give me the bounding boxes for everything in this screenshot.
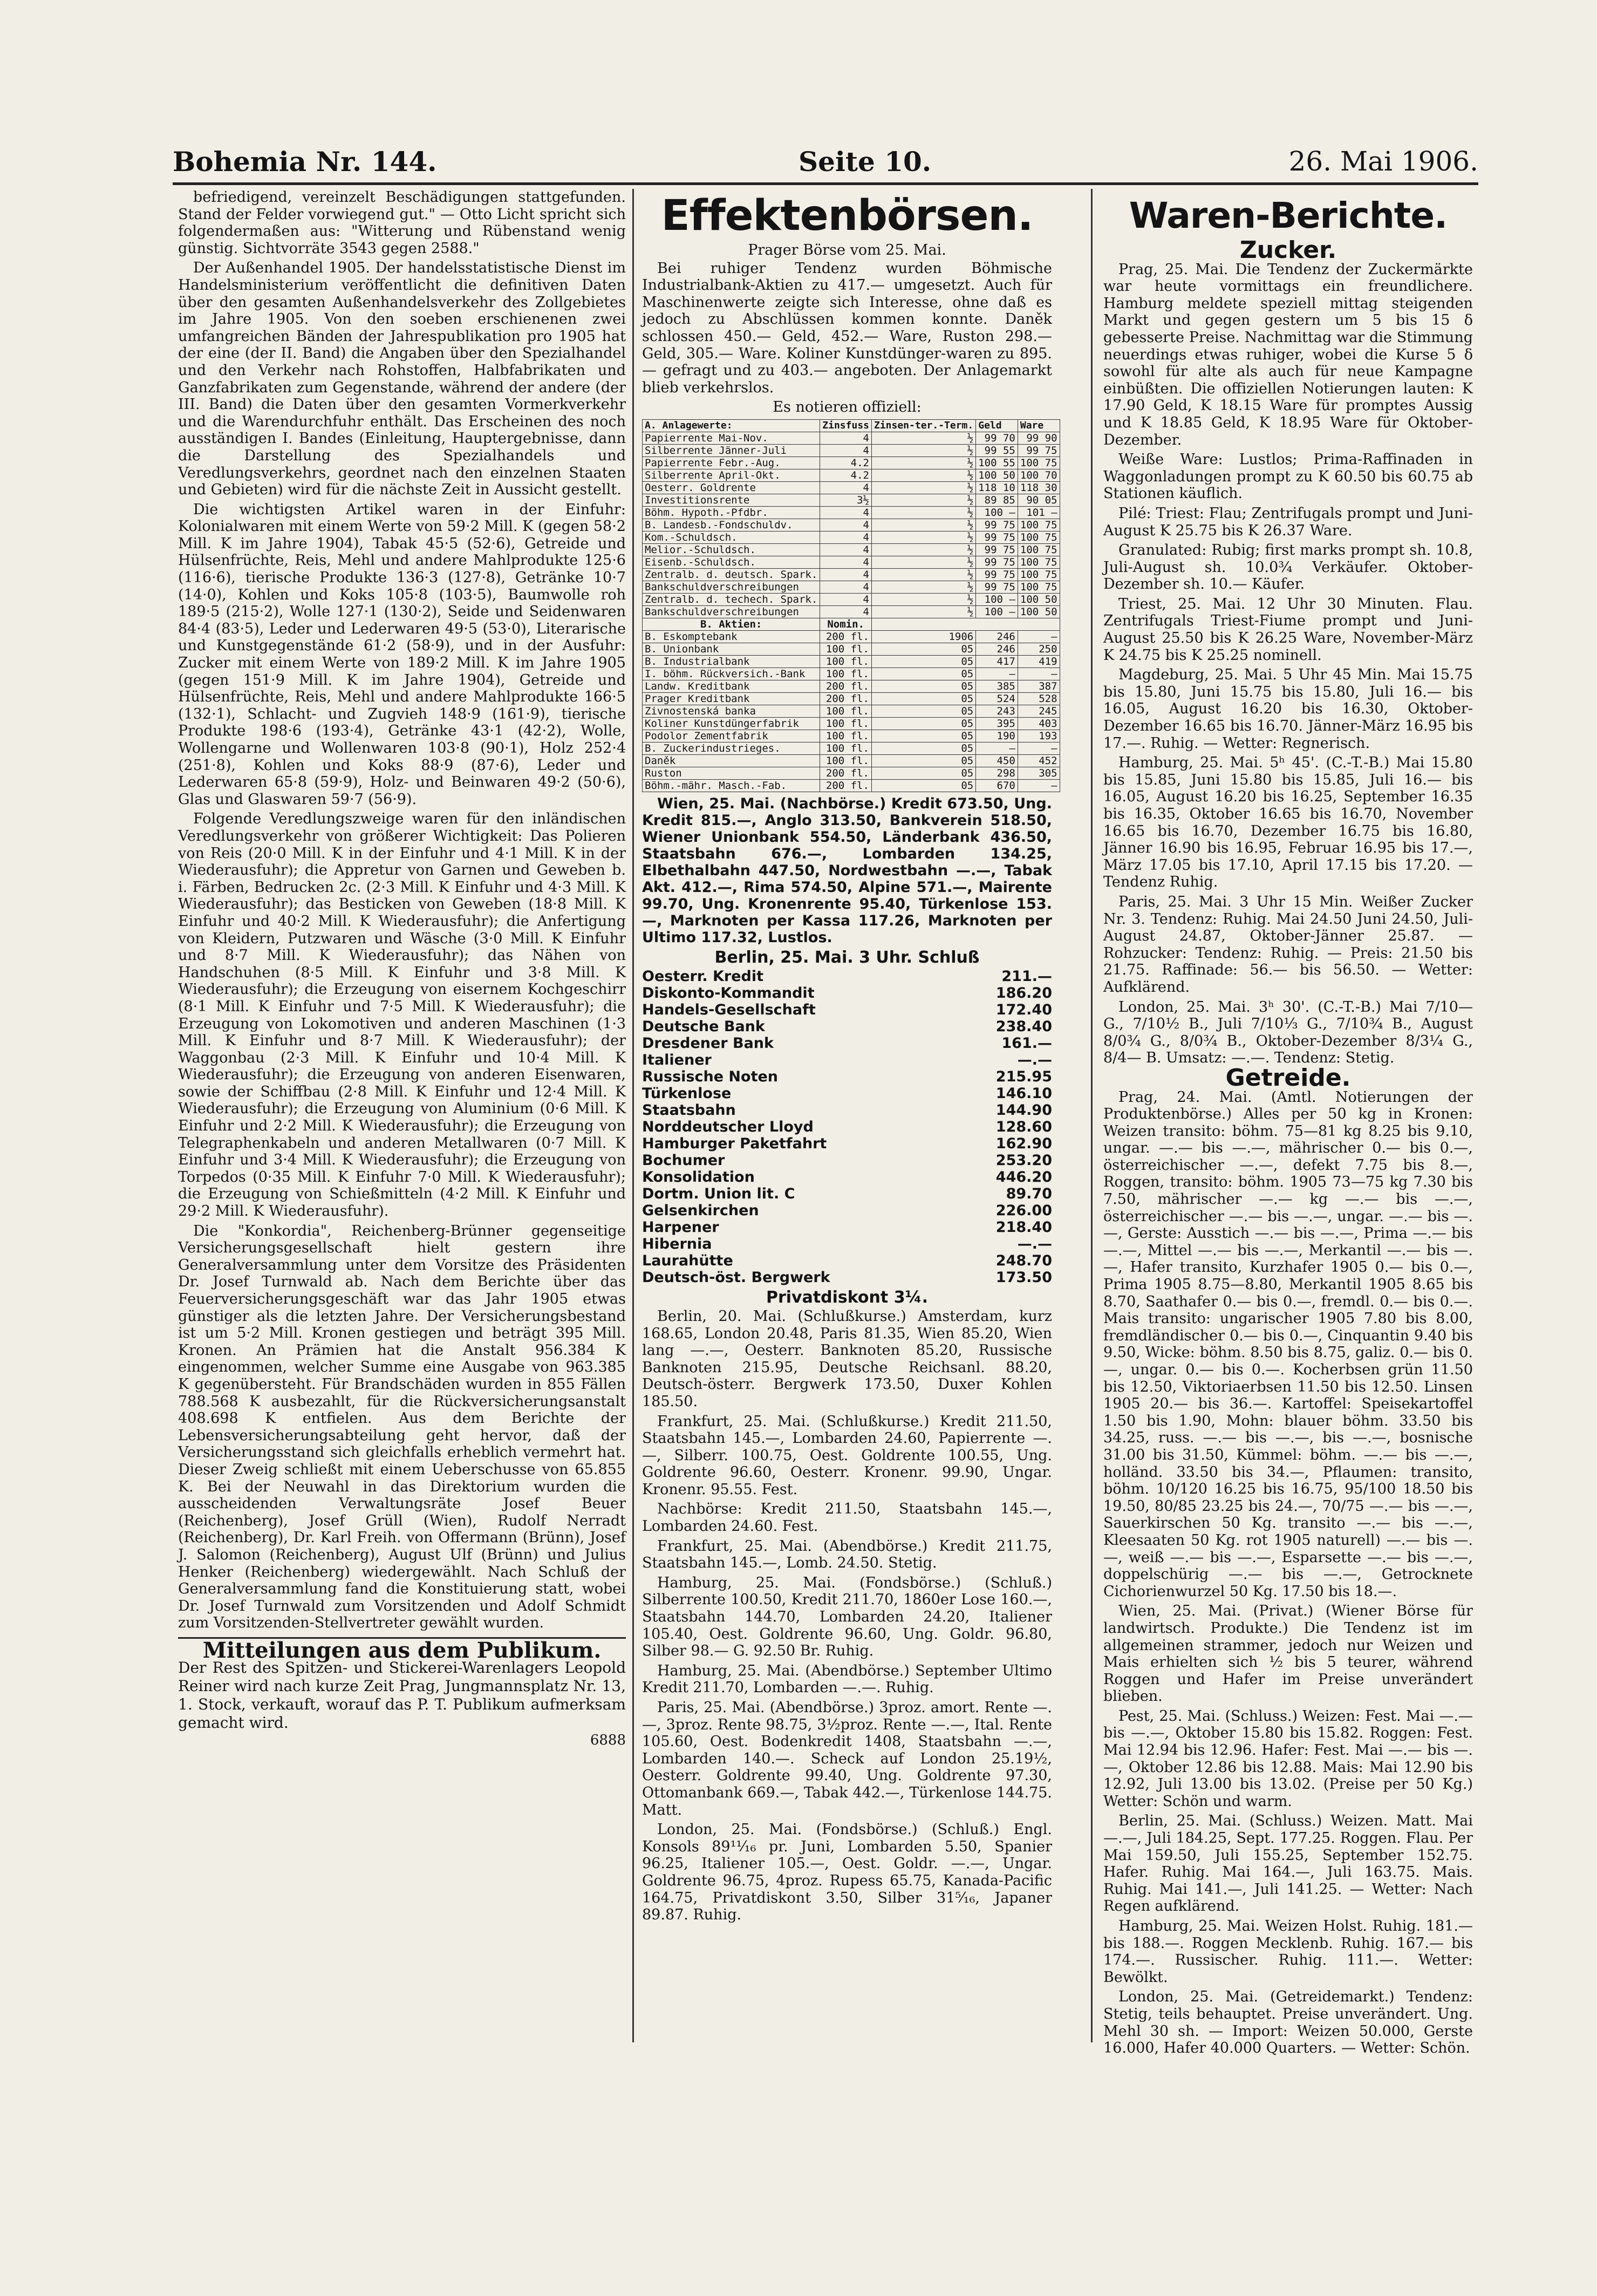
- table-cell: Eisenb.-Schuldsch.: [643, 556, 820, 568]
- table-cell: 4.2: [820, 469, 872, 481]
- berlin-quote-row: [642, 1202, 1052, 1219]
- table-cell: 100 fl.: [820, 655, 872, 667]
- security-name: Deutsch-öst. Bergwerk: [642, 1269, 830, 1286]
- table-cell: 05: [872, 767, 976, 779]
- table-cell: 4: [820, 519, 872, 531]
- table-cell: 452: [1018, 754, 1060, 767]
- table-row: [643, 655, 1060, 667]
- table-cell: 670: [976, 779, 1018, 792]
- table-cell: 118 10: [976, 481, 1018, 494]
- table-cell: 4: [820, 543, 872, 556]
- table-cell: 298: [976, 767, 1018, 779]
- table-cell: —: [976, 742, 1018, 754]
- berlin-quote-row: [642, 1035, 1052, 1052]
- table-cell: 99 75: [976, 581, 1018, 593]
- column-economy: [178, 189, 626, 2042]
- table-cell: Silberrente Jänner-Juli: [643, 444, 820, 457]
- table-header: Zinsen-ter.-Term.: [872, 419, 976, 432]
- exchange-paragraph: London, 25. Mai. (Fondsbörse.) (Schluß.) Engl. Konsols 89¹¹⁄₁₆ pr. Juni, Lombarden 5.50, Spanier 96.25, Italiener 105.—, Oest. Goldr. —.—, Ungar. Goldrente 96.75, 4proz. Rupess 65.75, Kanada-Pacific 164.75, Privatdiskont 3.50, Silber 31⁵⁄₁₆, Japaner 89.87. Ruhig.: [642, 1821, 1052, 1924]
- public-notice: [178, 1637, 626, 1749]
- table-cell: ½: [872, 581, 976, 593]
- security-price: 215.95: [995, 1068, 1052, 1085]
- table-cell: Zivnostenská banka: [643, 705, 820, 717]
- security-name: Gelsenkirchen: [642, 1202, 759, 1219]
- table-row: [643, 556, 1060, 568]
- table-cell: ½: [872, 593, 976, 605]
- table-cell: ½: [872, 457, 976, 469]
- grain-paragraph: Wien, 25. Mai. (Privat.) (Wiener Börse für landwirtsch. Produkte.) Die Tendenz ist im allgemeinen strammer, jedoch nur Weizen und Mais erhielten sich ½ bis 5 teurer, während Roggen und Hafer im Preise unverändert blieben.: [1103, 1603, 1473, 1705]
- table-cell: ½: [872, 543, 976, 556]
- table-row: [643, 457, 1060, 469]
- table-cell: 99 90: [1018, 432, 1060, 444]
- table-cell: 05: [872, 655, 976, 667]
- berlin-quotes: [642, 949, 1052, 1306]
- table-cell: ½: [872, 432, 976, 444]
- stock-exchanges-title: Effektenbörsen.: [661, 192, 1033, 240]
- prague-exchange-subtitle: Prager Börse vom 25. Mai.: [748, 242, 946, 258]
- table-cell: Silberrente April-Okt.: [643, 469, 820, 481]
- masthead-rule: [173, 182, 1478, 185]
- table-cell: 4: [820, 581, 872, 593]
- table-cell: 4: [820, 531, 872, 543]
- table-header: A. Anlagewerte:: [643, 419, 820, 432]
- table-row: [643, 593, 1060, 605]
- grain-heading: Getreide.: [1225, 1064, 1351, 1092]
- notice-body: Der Rest des Spitzen- und Stickerei-Warenlagers Leopold Reiner wird nach kurze Zeit Prag, Jungmannsplatz Nr. 13, 1. Stock, verkauft, worauf das P. T. Publikum aufmerksam gemacht wird.: [178, 1659, 626, 1732]
- column-stock-exchanges: [642, 189, 1057, 2042]
- masthead: [173, 146, 1478, 183]
- table-row: [643, 742, 1060, 754]
- exchange-paragraph: Frankfurt, 25. Mai. (Schlußkurse.) Kredit 211.50, Staatsbahn 145.—, Lombarden 24.60, Papierrente —.—, Silberr. 100.75, Oest. Goldrente 100.55, Ung. Goldrente 96.60, Oesterr. Kronenr. 99.90, Ungar. Kronenr. 95.55. Fest.: [642, 1413, 1052, 1498]
- table-header: Zinsfuss: [820, 419, 872, 432]
- berlin-header: Berlin, 25. Mai. 3 Uhr. Schluß: [714, 948, 980, 967]
- sugar-paragraph: Pilé: Triest: Flau; Zentrifugals prompt und Juni-August K 25.75 bis K 26.37 Ware.: [1103, 505, 1473, 539]
- security-name: Harpener: [642, 1218, 719, 1236]
- table-row: [643, 667, 1060, 680]
- table-cell: ½: [872, 568, 976, 581]
- exchange-paragraph: Hamburg, 25. Mai. (Fondsbörse.) (Schluß.) Silberrente 100.50, Kredit 211.70, 1860er Lose 160.—, Staatsbahn 144.70, Lombarden 24.20, Italiener 105.40, Oest. Goldrente 96.60, Ung. Goldr. 96.80, Silber 98.— G. 92.50 Br. Ruhig.: [642, 1574, 1052, 1660]
- table-cell: —: [1018, 742, 1060, 754]
- column-divider: [632, 189, 634, 2042]
- table-cell: 100 fl.: [820, 717, 872, 730]
- table-cell: 245: [1018, 705, 1060, 717]
- table-cell: B. Eskomptebank: [643, 630, 820, 643]
- security-price: 161.—: [1001, 1034, 1052, 1052]
- berlin-quote-row: [642, 1186, 1052, 1202]
- security-name: Hibernia: [642, 1235, 712, 1252]
- security-price: 211.—: [1001, 968, 1052, 985]
- security-name: Deutsche Bank: [642, 1018, 765, 1035]
- security-name: Hamburger Paketfahrt: [642, 1135, 827, 1152]
- sugar-paragraph: Paris, 25. Mai. 3 Uhr 15 Min. Weißer Zucker Nr. 3. Tendenz: Ruhig. Mai 24.50 Juni 24.50, Juli-August 24.87, Oktober-Jänner 25.87. — Rohzucker: Tendenz: Ruhig. — Preis: 21.50 bis 21.75. Raffinade: 56.— bis 56.50. — Wetter: Aufklärend.: [1103, 893, 1473, 996]
- table-cell: 4: [820, 556, 872, 568]
- table-header: Ware: [1018, 419, 1060, 432]
- table-cell: Investitionsrente: [643, 494, 820, 506]
- grain-reports: [1103, 1089, 1473, 2057]
- commodity-reports-title: Waren-Berichte.: [1129, 195, 1448, 236]
- table-cell: B. Landesb.-Fondschuldv.: [643, 519, 820, 531]
- article-paragraph: Die "Konkordia", Reichenberg-Brünner gegenseitige Versicherungsgesellschaft hielt gestern ihre Generalversammlung unter dem Vorsitze des Präsidenten Dr. Josef Turnwald ab. Nach dem Berichte über das Feuerversicherungsgeschäft war das Jahr 1905 etwas günstiger als die letzten Jahre. Der Versicherungsbestand ist um 5·2 Mill. Kronen gestiegen und beträgt 395 Mill. Kronen. An Prämien hat die Anstalt 956.384 K eingenommen, welcher Summe eine Ausgabe von 963.385 K gegenübersteht. Für Brandschäden wurden in 855 Fällen 788.568 K ausbezahlt, für die Rückversicherungsanstalt 408.698 K entfielen. Aus dem Berichte der Lebensversicherungsabteilung geht hervor, daß der Versicherungsstand sich gleichfalls erheblich vermehrt hat. Dieser Zweig schließt mit einem Ueberschusse von 65.855 K. Bei der Neuwahl in das Direktorium wurden die ausscheidenden Verwaltungsräte Josef Beuer (Reichenberg), Josef Grüll (Wien), Rudolf Nerradt (Reichenberg), Dr. Karl Freih. von Offermann (Brünn), Josef J. Salomon (Reichenberg), August Ulf (Brünn) und Julius Henker (Reichenberg) wiedergewählt. Nach Schluß der Generalversammlung fand die Konstituierung statt, wobei Dr. Josef Turnwald zum Vorsitzenden und Adolf Schmidt zum Vorsitzenden-Stellvertreter gewählt wurden.: [178, 1222, 626, 1632]
- table-cell: 05: [872, 692, 976, 705]
- berlin-quote-row: [642, 1052, 1052, 1068]
- table-cell: 193: [1018, 730, 1060, 742]
- table-cell: 05: [872, 705, 976, 717]
- security-price: 226.00: [995, 1202, 1052, 1219]
- sugar-paragraph: Hamburg, 25. Mai. 5ʰ 45'. (C.-T.-B.) Mai 15.80 bis 15.85, Juni 15.80 bis 15.85, Juli 16.— bis 16.05, August 16.20 bis 16.25, September 16.35 bis 16.35, Oktober 16.65 bis 16.70, November 16.65 bis 16.70, Dezember 16.75 bis 16.80, Jänner 16.90 bis 16.95, Februar 16.95 bis 17.—, März 17.05 bis 17.10, April 17.15 bis 17.20. — Tendenz Ruhig.: [1103, 754, 1473, 891]
- table-cell: Papierrente Febr.-Aug.: [643, 457, 820, 469]
- table-cell: 200 fl.: [820, 680, 872, 692]
- security-price: 172.40: [995, 1001, 1052, 1018]
- table-cell: 100 75: [1018, 556, 1060, 568]
- table-row: [643, 767, 1060, 779]
- table-cell: 100 50: [976, 469, 1018, 481]
- grain-paragraph: Berlin, 25. Mai. (Schluss.) Weizen. Matt. Mai —.—, Juli 184.25, Sept. 177.25. Roggen. Flau. Per Mai 159.50, Juli 155.25, September 152.75. Hafer. Ruhig. Mai 164.—, Juli 163.75. Mais. Ruhig. Mai 141.—, Juli 141.25. — Wetter: Nach Regen aufklärend.: [1103, 1813, 1473, 1915]
- table-cell: 100 50: [1018, 605, 1060, 618]
- exchange-paragraph: Berlin, 20. Mai. (Schlußkurse.) Amsterdam, kurz 168.65, London 20.48, Paris 81.35, Wien 85.20, Wien lang —.—, Oesterr. Banknoten 85.20, Russische Banknoten 215.95, Deutsche Reichsanl. 88.20, Deutsch-österr. Bergwerk 173.50, Duxer Kohlen 185.50.: [642, 1307, 1052, 1410]
- table-cell: 100 55: [976, 457, 1018, 469]
- table-row: [643, 730, 1060, 742]
- table-cell: Bankschuldverschreibungen: [643, 605, 820, 618]
- berlin-quote-row: [642, 1219, 1052, 1236]
- security-name: Bochumer: [642, 1152, 725, 1169]
- table-row: [643, 506, 1060, 519]
- table-cell: 100 —: [976, 506, 1018, 519]
- table-cell: 100 fl.: [820, 730, 872, 742]
- berlin-quote-row: [642, 985, 1052, 1001]
- table-row: [643, 494, 1060, 506]
- table-cell: ½: [872, 605, 976, 618]
- berlin-quote-row: [642, 1119, 1052, 1135]
- vienna-report: Wien, 25. Mai. (Nachbörse.) Kredit 673.50, Ung. Kredit 815.—, Anglo 313.50, Bankverein 518.50, Wiener Unionbank 554.50, Länderbank 436.50, Staatsbahn 676.—, Lombarden 134.25, Elbethalbahn 447.50, Nordwestbahn —.—, Tabak Akt. 412.—, Rima 574.50, Alpine 571.—, Mairente 99.70, Ung. Kronenrente 95.40, Türkenlose 153.—, Marknoten per Kassa 117.26, Marknoten per Ultimo 117.32, Lustlos.: [642, 795, 1052, 946]
- table-cell: I. böhm. Rückversich.-Bank: [643, 667, 820, 680]
- berlin-quote-row: [642, 1085, 1052, 1102]
- table-row: [643, 519, 1060, 531]
- berlin-quote-row: [642, 1068, 1052, 1085]
- table-cell: 4: [820, 432, 872, 444]
- sugar-paragraph: Triest, 25. Mai. 12 Uhr 30 Minuten. Flau. Zentrifugals Triest-Fiume prompt und Juni-August 25.50 bis K 26.25 Ware, November-März K 24.75 bis K 25.25 nominell.: [1103, 595, 1473, 664]
- table-cell: Melior.-Schuldsch.: [643, 543, 820, 556]
- security-price: 144.90: [995, 1101, 1052, 1119]
- table-cell: 05: [872, 742, 976, 754]
- security-name: Konsolidation: [642, 1168, 755, 1186]
- table-cell: Daněk: [643, 754, 820, 767]
- table-section-row: [643, 618, 1060, 630]
- table-cell: 4: [820, 506, 872, 519]
- table-cell: 90 05: [1018, 494, 1060, 506]
- table-cell: 100 75: [1018, 531, 1060, 543]
- table-cell: Landw. Kreditbank: [643, 680, 820, 692]
- table-cell: Oesterr. Goldrente: [643, 481, 820, 494]
- table-cell: 05: [872, 680, 976, 692]
- berlin-quote-row: [642, 1018, 1052, 1035]
- security-price: 446.20: [995, 1168, 1052, 1186]
- table-row: [643, 779, 1060, 792]
- table-cell: 05: [872, 779, 976, 792]
- masthead-left: Bohemia Nr. 144.: [173, 146, 437, 178]
- exchange-paragraph: Paris, 25. Mai. (Abendbörse.) 3proz. amort. Rente —.—, 3proz. Rente 98.75, 3½proz. Rente —.—, Ital. Rente 105.60, Oest. Bodenkredit 1408, Staatsbahn —.—, Lombarden 140.—. Scheck auf London 25.19½, Oesterr. Goldrente 99.40, Ung. Goldrente 97.30, Ottomanbank 669.—, Tabak 442.—, Türkenlose 144.75. Matt.: [642, 1699, 1052, 1818]
- security-price: 89.70: [1006, 1185, 1052, 1202]
- table-cell: 305: [1018, 767, 1060, 779]
- table-cell: 200 fl.: [820, 779, 872, 792]
- berlin-quote-row: [642, 1152, 1052, 1169]
- security-name: Türkenlose: [642, 1085, 732, 1102]
- table-cell: 100 75: [1018, 457, 1060, 469]
- table-row: [643, 630, 1060, 643]
- table-cell: Papierrente Mai-Nov.: [643, 432, 820, 444]
- table-cell: B. Industrialbank: [643, 655, 820, 667]
- table-cell: 387: [1018, 680, 1060, 692]
- table-row: [643, 754, 1060, 767]
- table-cell: 100 —: [976, 605, 1018, 618]
- table-cell: 200 fl.: [820, 767, 872, 779]
- section-spacer: [872, 618, 1060, 630]
- economy-articles: [178, 189, 626, 1632]
- table-row: [643, 643, 1060, 655]
- table-cell: —: [1018, 779, 1060, 792]
- table-row: [643, 481, 1060, 494]
- table-cell: 417: [976, 655, 1018, 667]
- table-row: [643, 469, 1060, 481]
- security-price: 128.60: [995, 1118, 1052, 1135]
- table-cell: Kom.-Schuldsch.: [643, 531, 820, 543]
- table-row: [643, 605, 1060, 618]
- table-cell: 99 75: [976, 556, 1018, 568]
- table-header: Geld: [976, 419, 1018, 432]
- table-cell: 3½: [820, 494, 872, 506]
- berlin-quote-row: [642, 1102, 1052, 1119]
- table-cell: 118 30: [1018, 481, 1060, 494]
- table-cell: B. Zuckerindustrieges.: [643, 742, 820, 754]
- sugar-paragraph: Granulated: Rubig; first marks prompt sh. 10.8, Juli-August sh. 10.0¾ Verkäufer. Oktober-Dezember sh. 10.— Käufer.: [1103, 542, 1473, 593]
- table-cell: Bankschuldverschreibungen: [643, 581, 820, 593]
- sugar-paragraph: London, 25. Mai. 3ʰ 30'. (C.-T.-B.) Mai 7/10— G., 7/10½ B., Juli 7/10⅓ G., 7/10¾ B., August 8/0¾ G., 8/0¾ B., Oktober-Dezember 8/3¼ G., 8/4— B. Umsatz: —.—. Tendenz: Stetig.: [1103, 998, 1473, 1067]
- table-cell: 403: [1018, 717, 1060, 730]
- table-cell: Zentralb. d. techech. Spark.: [643, 593, 820, 605]
- security-name: Dresdener Bank: [642, 1034, 774, 1052]
- table-cell: Prager Kreditbank: [643, 692, 820, 705]
- table-cell: 05: [872, 730, 976, 742]
- table-row: [643, 717, 1060, 730]
- table-cell: 1906: [872, 630, 976, 643]
- table-cell: 200 fl.: [820, 630, 872, 643]
- security-name: Italiener: [642, 1051, 712, 1068]
- table-cell: 100 75: [1018, 568, 1060, 581]
- table-cell: 385: [976, 680, 1018, 692]
- table-cell: 4: [820, 444, 872, 457]
- berlin-quote-row: [642, 1269, 1052, 1286]
- exchange-paragraph: Frankfurt, 25. Mai. (Abendbörse.) Kredit 211.75, Staatsbahn 145.—, Lomb. 24.50. Stetig.: [642, 1537, 1052, 1572]
- berlin-quote-row: [642, 1252, 1052, 1269]
- table-row: [643, 692, 1060, 705]
- grain-paragraph: Hamburg, 25. Mai. Weizen Holst. Ruhig. 181.— bis 188.—. Roggen Mecklenb. Ruhig. 167.— bis 174.—. Russischer. Ruhig. 111.—. Wetter: Bewölkt.: [1103, 1918, 1473, 1986]
- security-name: Staatsbahn: [642, 1101, 736, 1119]
- table-cell: 190: [976, 730, 1018, 742]
- security-price: 173.50: [995, 1269, 1052, 1286]
- table-cell: —: [976, 667, 1018, 680]
- sugar-paragraph: Weiße Ware: Lustlos; Prima-Raffinaden in Waggonladungen prompt zu K 60.50 bis 60.75 ab Stationen käuflich.: [1103, 451, 1473, 502]
- article-paragraph: Der Außenhandel 1905. Der handelsstatistische Dienst im Handelsministerium veröffentlicht die definitiven Daten über den gesamten Außenhandelsverkehr des Zollgebietes im Jahre 1905. Von den soeben erschienenen zwei umfangreichen Bänden der Jahrespublikation pro 1905 hat der eine (der II. Band) die Angaben über den Spezialhandel und den Verkehr nach Rohstoffen, Halbfabrikaten und Ganzfabrikaten zum Gegenstande, während der andere (der III. Band) die Daten über den gesamten Vormerkverkehr und die Warendurchfuhr enthält. Das Erscheinen des noch ausständigen I. Bandes (Einleitung, Hauptergebnisse, dann die Darstellung des Spezialhandels und Veredlungsverkehrs, geordnet nach den einzelnen Staaten und Gebieten) wird für die nächste Zeit in Aussicht gestellt.: [178, 260, 626, 499]
- security-price: 218.40: [995, 1218, 1052, 1236]
- article-paragraph: Folgende Veredlungszweige waren für den inländischen Veredlungsverkehr von größerer Wichtigkeit: Das Polieren von Reis (20·0 Mill. K in der Einfuhr und 4·1 Mill. K in der Wiederausfuhr); die Appretur von Garnen und Geweben b. i. Färben, Bedrucken 2c. (2·3 Mill. K Einfuhr und 4·3 Mill. K Wiederausfuhr); das Besticken von Geweben (18·8 Mill. K Einfuhr und 40·2 Mill. K Wiederausfuhr); die Anfertigung von Kleidern, Putzwaren und Wäsche (3·0 Mill. K Einfuhr und 8·7 Mill. K Wiederausfuhr); das Nähen von Handschuhen (8·5 Mill. K Einfuhr und 3·8 Mill. K Wiederausfuhr); die Erzeugung von eisernem Kochgeschirr (8·1 Mill. K Einfuhr und 7·5 Mill. K Wiederausfuhr); die Erzeugung von Lokomotiven und anderen Maschinen (1·3 Mill. K Einfuhr und 8·7 Mill. K Wiederausfuhr); der Waggonbau (2·3 Mill. K Einfuhr und 10·4 Mill. K Wiederausfuhr); die Erzeugung von anderen Eisenwaren, sowie der Schiffbau (2·8 Mill. K Einfuhr und 12·4 Mill. K Wiederausfuhr); die Erzeugung von Aluminium (0·6 Mill. K Einfuhr und 2·2 Mill. K Wiederausfuhr); die Erzeugung von Telegraphenkabeln und anderen Metallwaren (0·7 Mill. K Einfuhr und 3·4 Mill. K Wiederausfuhr); die Erzeugung von Torpedos (0·35 Mill. K Einfuhr 7·0 Mill. K Wiederausfuhr); die Erzeugung von Schießmitteln (4·2 Mill. K Einfuhr und 29·2 Mill. K Wiederausfuhr).: [178, 810, 626, 1220]
- security-name: Dortm. Union lit. C: [642, 1185, 795, 1202]
- table-row: [643, 581, 1060, 593]
- notice-code: 6888: [590, 1732, 626, 1749]
- security-price: 253.20: [995, 1152, 1052, 1169]
- table-cell: 100 75: [1018, 543, 1060, 556]
- prague-intro: Bei ruhiger Tendenz wurden Böhmische Industrialbank-Aktien zu 417.— umgesetzt. Auch für Maschinenwerte zeigte sich Interesse, ohne daß es jedoch zu Abschlüssen kommen konnte. Daněk schlossen 450.— Geld, 452.— Ware, Ruston 298.— Geld, 305.— Ware. Koliner Kunstdünger-waren zu 895.— gefragt und zu 403.— angeboten. Der Anlagemarkt blieb verkehrslos.: [642, 260, 1052, 396]
- security-name: Diskonto-Kommandit: [642, 984, 815, 1001]
- table-cell: ½: [872, 556, 976, 568]
- table-cell: 250: [1018, 643, 1060, 655]
- security-name: Laurahütte: [642, 1252, 733, 1269]
- table-cell: Böhm. Hypoth.-Pfdbr.: [643, 506, 820, 519]
- security-price: 238.40: [995, 1018, 1052, 1035]
- exchange-paragraph: Nachbörse: Kredit 211.50, Staatsbahn 145.—, Lombarden 24.60. Fest.: [642, 1501, 1052, 1535]
- table-cell: 100 75: [1018, 581, 1060, 593]
- grain-paragraph: London, 25. Mai. (Getreidemarkt.) Tendenz: Stetig, teils behauptet. Preise unverändert. Ung. Mehl 30 sh. — Import: Weizen 50.000, Gerste 16.000, Hafer 40.000 Quarters. — Wetter: Schön.: [1103, 1988, 1473, 2057]
- table-cell: ½: [872, 469, 976, 481]
- table-cell: 100 —: [976, 593, 1018, 605]
- table-cell: 05: [872, 717, 976, 730]
- security-price: 248.70: [995, 1252, 1052, 1269]
- grain-paragraph: Pest, 25. Mai. (Schluss.) Weizen: Fest. Mai —.— bis —.—, Oktober 15.80 bis 15.82. Roggen: Fest. Mai 12.94 bis 12.96. Hafer: Fest. Mai —.— bis —.—, Oktober 12.86 bis 12.88. Mais: Mai 12.90 bis 12.92, Juli 13.00 bis 13.02. (Preise per 50 Kg.) Wetter: Schön und warm.: [1103, 1707, 1473, 1810]
- table-cell: ½: [872, 506, 976, 519]
- table-cell: 05: [872, 667, 976, 680]
- table-cell: 99 75: [976, 531, 1018, 543]
- security-price: —.—: [1017, 1235, 1052, 1252]
- table-cell: 99 75: [976, 543, 1018, 556]
- security-price: —.—: [1017, 1051, 1052, 1068]
- table-cell: Koliner Kunstdüngerfabrik: [643, 717, 820, 730]
- security-name: Norddeutscher Lloyd: [642, 1118, 814, 1135]
- table-cell: 395: [976, 717, 1018, 730]
- table-cell: 05: [872, 643, 976, 655]
- security-name: Oesterr. Kredit: [642, 968, 764, 985]
- table-cell: 100 fl.: [820, 742, 872, 754]
- table-cell: 100 75: [1018, 519, 1060, 531]
- table-row: [643, 568, 1060, 581]
- berlin-quote-row: [642, 1135, 1052, 1152]
- masthead-page-number: Seite 10.: [798, 146, 932, 178]
- table-row: [643, 705, 1060, 717]
- sugar-paragraph: Magdeburg, 25. Mai. 5 Uhr 45 Min. Mai 15.75 bis 15.80, Juni 15.75 bis 15.80, Juli 16.— bis 16.05, August 16.20 bis 16.30, Oktober-Dezember 16.65 bis 16.70. Jänner-März 16.95 bis 17.—. Ruhig. — Wetter: Regnerisch.: [1103, 666, 1473, 752]
- official-quotes-label: Es notieren offiziell:: [773, 399, 922, 416]
- security-price: 162.90: [995, 1135, 1052, 1152]
- security-name: Russische Noten: [642, 1068, 779, 1085]
- article-paragraph: Die wichtigsten Artikel waren in der Einfuhr: Kolonialwaren mit einem Werte von 59·2 Mill. K (gegen 58·2 Mill. K im Jahre 1904), Tabak 45·5 (52·6), Getreide und Hülsenfrüchte, Reis, Mehl und andere Mahlprodukte 125·6 (116·6), tierische Produkte 136·3 (127·8), Getränke 10·7 (14·0), Kohlen und Koks 105·8 (103·5), Baumwolle roh 189·5 (215·2), Wolle 127·1 (130·2), Seide und Seidenwaren 84·4 (83·5), Leder und Lederwaren 49·5 (53·0), Literarische und Kunstgegenstände 61·2 (58·9), und in der Ausfuhr: Zucker mit einem Werte von 189·2 Mill. K im Jahre 1905 (gegen 151·9 Mill. K im Jahre 1904), Getreide und Hülsenfrüchte, Reis, Mehl und andere Mahlprodukte 166·5 (132·1), Schlacht- und Zugvieh 148·9 (161·9), tierische Produkte 198·6 (193·4), Getränke 43·1 (42·2), Wolle, Wollengarne und Wollenwaren 103·8 (90·1), Holz 252·4 (251·8), Kohlen und Koks 88·9 (87·6), Leder und Lederwaren 65·8 (59·9), Holz- und Beinwaren 49·2 (50·6), Glas und Glaswaren 59·7 (56·9).: [178, 501, 626, 808]
- table-cell: 4.2: [820, 457, 872, 469]
- table-cell: 05: [872, 754, 976, 767]
- security-name: Handels-Gesellschaft: [642, 1001, 816, 1018]
- table-cell: B. Unionbank: [643, 643, 820, 655]
- table-row: [643, 531, 1060, 543]
- table-cell: 99 75: [1018, 444, 1060, 457]
- security-price: 186.20: [995, 984, 1052, 1001]
- table-cell: 4: [820, 593, 872, 605]
- table-cell: Böhm.-mähr. Masch.-Fab.: [643, 779, 820, 792]
- table-cell: Ruston: [643, 767, 820, 779]
- table-cell: ½: [872, 481, 976, 494]
- table-cell: 89 85: [976, 494, 1018, 506]
- section-label: B. Aktien:: [643, 618, 820, 630]
- exchange-paragraph: Hamburg, 25. Mai. (Abendbörse.) September Ultimo Kredit 211.70, Lombarden —.—. Ruhig.: [642, 1662, 1052, 1697]
- table-cell: 99 75: [976, 519, 1018, 531]
- table-cell: 99 55: [976, 444, 1018, 457]
- table-row: [643, 432, 1060, 444]
- table-cell: ½: [872, 531, 976, 543]
- table-cell: 100 70: [1018, 469, 1060, 481]
- sugar-paragraph: Prag, 25. Mai. Die Tendenz der Zuckermärkte war heute vormittags ein freundlichere. Hamburg meldete speziell mittag steigenden Markt und gegen gestern um 5 bis 15 δ gebesserte Preise. Nachmittag war die Stimmung neuerdings etwas ruhiger, wobei die Kurse 5 δ sowohl für alte als auch für neue Kampagne einbüßten. Die offiziellen Notierungen lauten: K 17.90 Geld, K 18.15 Ware für promptes Aussig und K 18.85 Geld, K 18.95 Ware für Oktober-Dezember.: [1103, 261, 1473, 448]
- article-paragraph: befriedigend, vereinzelt Beschädigungen stattgefunden. Stand der Felder vorwiegend gut." — Otto Licht spricht sich folgendermaßen aus: "Witterung und Rübenstand wenig günstig. Sichtvorräte 3543 gegen 2588.": [178, 189, 626, 257]
- table-cell: Podolor Zementfabrik: [643, 730, 820, 742]
- table-cell: ½: [872, 444, 976, 457]
- masthead-date: 26. Mai 1906.: [1288, 146, 1478, 177]
- berlin-quote-row: [642, 1236, 1052, 1252]
- notice-title: Mitteilungen aus dem Publikum.: [202, 1637, 602, 1663]
- table-row: [643, 444, 1060, 457]
- berlin-quote-row: [642, 1001, 1052, 1018]
- table-cell: 4: [820, 605, 872, 618]
- table-cell: —: [1018, 630, 1060, 643]
- table-cell: 243: [976, 705, 1018, 717]
- table-cell: ½: [872, 494, 976, 506]
- security-price: 146.10: [995, 1085, 1052, 1102]
- table-cell: 246: [976, 643, 1018, 655]
- table-row: [643, 680, 1060, 692]
- table-cell: 100 50: [1018, 593, 1060, 605]
- table-cell: 99 75: [976, 568, 1018, 581]
- table-cell: Zentralb. d. deutsch. Spark.: [643, 568, 820, 581]
- grain-paragraph: Prag, 24. Mai. (Amtl. Notierungen der Produktenbörse.) Alles per 50 kg in Kronen: Weizen transito: böhm. 75—81 kg 8.25 bis 9.10, ungar. —.— bis —.—, mährischer 0.— bis 0.—, österreichischer —.—, defekt 7.75 bis 8.—, Roggen, transito: böhm. 1905 73—75 kg 7.30 bis 7.50, mährischer —.— kg —.— bis —.—, österreichischer —.— bis —.—, ungar. —.— bis —.—, Gerste: Ausstich —.— bis —.—, Prima —.— bis —.—, Mittel —.— bis —.—, Merkantil —.— bis —.—, Hafer transito, Kurzhafer 1905 0.— bis 0.—, Prima 1905 8.75—8.80, Merkantil 1905 8.65 bis 8.70, Saathafer 0.— bis 0.—, fremdl. 0.— bis 0.—. Mais transito: ungarischer 1905 7.80 bis 8.00, fremdländischer 0.— bis 0.—, Cinquantin 9.40 bis 9.50, Wicke: böhm. 8.50 bis 8.75, galiz. 0.— bis 0.—, ungar. 0.— bis 0.—. Kocherbsen grün 11.50 bis 12.50, Viktoriaerbsen 11.50 bis 12.50. Linsen 1905 20.— bis 36.—. Kartoffel: Speisekartoffel 1.50 bis 1.90, Mohn: blauer böhm. 33.50 bis 34.25, russ. —.— bis —.—, bis —.—, bosnische 31.00 bis 31.50, Kümmel: böhm. —.— bis —.—, holländ. 33.50 bis 34.—, Pflaumen: transito, böhm. 10/120 16.25 bis 16.75, 95/100 18.50 bis 19.50, 80/85 23.25 bis 24.—, 70/75 —.— bis —.—, Sauerkirschen 50 Kg. transito —.— bis —.—, Kleesaaten 50 Kg. rot 1905 naturell) —.— bis —.—, weiß —.— bis —.—, Esparsette —.— bis —.—, doppelschürig —.— bis —.—, Getrocknete Cichorienwurzel 50 Kg. 17.50 bis 18.—.: [1103, 1088, 1473, 1600]
- table-cell: 100 fl.: [820, 754, 872, 767]
- table-cell: 100 fl.: [820, 643, 872, 655]
- section-nominal-label: Nomin.: [820, 618, 872, 630]
- berlin-quote-row: [642, 1169, 1052, 1186]
- table-cell: 4: [820, 568, 872, 581]
- table-cell: 100 fl.: [820, 667, 872, 680]
- table-cell: ½: [872, 519, 976, 531]
- exchange-reports: [642, 1308, 1052, 1924]
- table-cell: 450: [976, 754, 1018, 767]
- sugar-reports: [1103, 261, 1473, 1067]
- table-cell: 246: [976, 630, 1018, 643]
- column-commodity-reports: [1103, 189, 1473, 2057]
- table-row: [643, 543, 1060, 556]
- table-cell: 101 —: [1018, 506, 1060, 519]
- bond-table: [642, 419, 1060, 792]
- table-cell: 524: [976, 692, 1018, 705]
- table-cell: 528: [1018, 692, 1060, 705]
- table-cell: 100 fl.: [820, 705, 872, 717]
- table-cell: 99 70: [976, 432, 1018, 444]
- berlin-quote-row: [642, 968, 1052, 985]
- column-divider: [1091, 189, 1093, 2042]
- sugar-heading: Zucker.: [1239, 236, 1337, 264]
- table-cell: —: [1018, 667, 1060, 680]
- table-cell: 4: [820, 481, 872, 494]
- table-cell: 419: [1018, 655, 1060, 667]
- private-discount: Privatdiskont 3¼.: [766, 1287, 929, 1307]
- table-cell: 200 fl.: [820, 692, 872, 705]
